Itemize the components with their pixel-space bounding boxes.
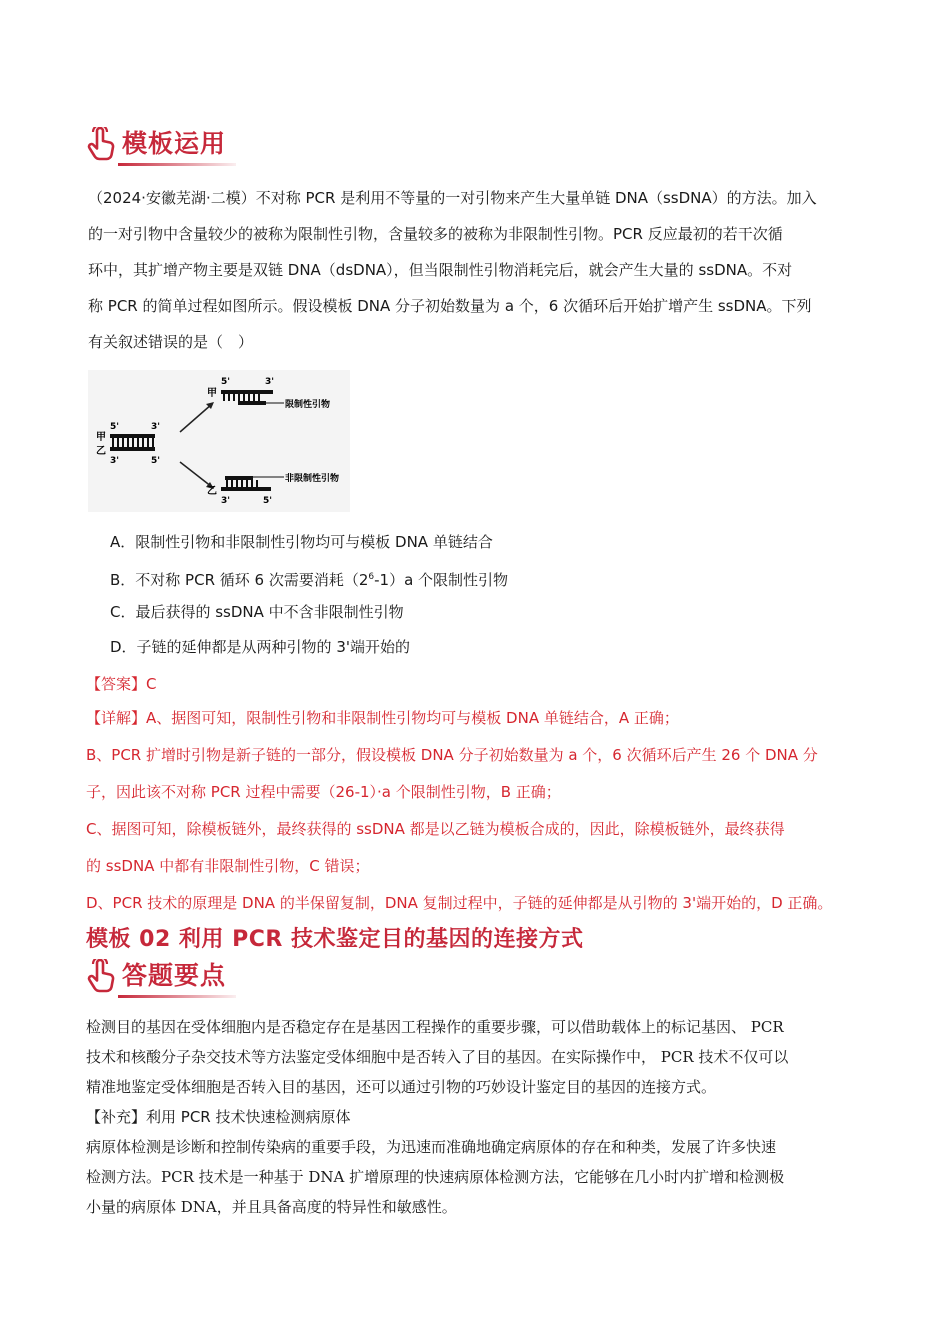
yi-template-strand bbox=[221, 487, 271, 491]
title-underline bbox=[118, 995, 236, 998]
dsdna-top-strand bbox=[110, 434, 155, 438]
explanation-line: B、PCR 扩增时引物是新子链的一部分，假设模板 DNA 分子初始数量为 a 个，6 次循环后产生 26 个 DNA 分 bbox=[86, 746, 818, 764]
explanation-line: D、PCR 技术的原理是 DNA 的半保留复制，DNA 复制过程中，子链的延伸都是从引物的 3'端开始的，D 正确。 bbox=[86, 894, 833, 912]
explanation-tag: 【详解】 bbox=[86, 709, 147, 727]
asymmetric-pcr-figure bbox=[88, 370, 350, 512]
question-stem bbox=[88, 180, 868, 360]
template-02-heading: 模板 02 利用 PCR 技术鉴定目的基因的连接方式 bbox=[86, 927, 584, 952]
option-a: A．限制性引物和非限制性引物均可与模板 DNA 单链结合 bbox=[110, 533, 493, 551]
supplement-text bbox=[86, 1132, 876, 1222]
option-b bbox=[110, 560, 508, 598]
answer-value: C bbox=[146, 675, 157, 693]
explanation bbox=[86, 700, 886, 922]
restrictive-primer-bar bbox=[238, 401, 266, 405]
option-b-exponent: 6 bbox=[368, 572, 375, 582]
dsdna-bottom-strand bbox=[110, 447, 155, 451]
fig-label-yi: 乙 bbox=[207, 486, 217, 497]
supplement-tag: 【补充】 bbox=[86, 1108, 147, 1126]
pointing-hand-icon bbox=[86, 959, 118, 993]
option-b-text-end: -1）a 个限制性引物 bbox=[374, 571, 509, 589]
jia-template-strand bbox=[221, 390, 273, 394]
supplement-line: 检测方法。PCR 技术是一种基于 DNA 扩增原理的快速病原体检测方法，它能够在几小时内扩增和检测极 bbox=[86, 1168, 785, 1186]
supplement-line: 小量的病原体 DNA，并且具备高度的特异性和敏感性。 bbox=[86, 1198, 457, 1216]
supplement-line: 病原体检测是诊断和控制传染病的重要手段，为迅速而准确地确定病原体的存在和种类，发展了许多快速 bbox=[86, 1138, 777, 1156]
section-title: 模板运用 bbox=[122, 129, 227, 158]
question-line: 的一对引物中含量较少的被称为限制性引物，含量较多的被称为非限制性引物。PCR 反应最初的若干次循 bbox=[88, 225, 783, 243]
section-title: 答题要点 bbox=[122, 961, 227, 990]
explanation-line: A、据图可知，限制性引物和非限制性引物均可与模板 DNA 单链结合，A 正确； bbox=[146, 709, 679, 727]
question-line: （2024·安徽芜湖·二模）不对称 PCR 是利用不等量的一对引物来产生大量单链 DNA（ssDNA）的方法。加入 bbox=[88, 189, 817, 207]
answer bbox=[86, 666, 157, 702]
fig-label-3prime: 3' bbox=[110, 456, 120, 466]
fig-label-5prime: 5' bbox=[221, 377, 231, 387]
fig-label-5prime: 5' bbox=[110, 422, 120, 432]
explanation-line: 的 ssDNA 中都有非限制性引物，C 错误； bbox=[86, 857, 370, 875]
fig-label-3prime: 3' bbox=[151, 422, 161, 432]
nonrestrictive-primer-label: 非限制性引物 bbox=[285, 474, 340, 484]
section-heading-template-usage bbox=[86, 126, 226, 162]
fig-label-3prime: 3' bbox=[265, 377, 275, 387]
pointing-hand-icon bbox=[86, 127, 118, 161]
option-b-text: B．不对称 PCR 循环 6 次需要消耗（2 bbox=[110, 571, 369, 589]
fig-label-5prime: 5' bbox=[151, 456, 161, 466]
jia-primer-pairs bbox=[224, 394, 259, 401]
restrictive-primer-label: 限制性引物 bbox=[285, 400, 331, 410]
fig-label-3prime: 3' bbox=[221, 496, 231, 506]
fig-label-jia: 甲 bbox=[96, 432, 106, 443]
explanation-line: 子，因此该不对称 PCR 过程中需要（26-1）·a 个限制性引物，B 正确； bbox=[86, 783, 561, 801]
fig-label-yi: 乙 bbox=[96, 446, 106, 457]
answer-tag: 【答案】 bbox=[86, 675, 147, 693]
key-point-line: 检测目的基因在受体细胞内是否稳定存在是基因工程操作的重要步骤，可以借助载体上的标记基因、 PCR bbox=[86, 1018, 784, 1036]
question-line: 有关叙述错误的是（ ） bbox=[88, 333, 254, 351]
arrow-up bbox=[180, 404, 212, 432]
nonrestrictive-primer-bar bbox=[225, 476, 253, 480]
fig-label-5prime: 5' bbox=[263, 496, 273, 506]
supplement-title: 利用 PCR 技术快速检测病原体 bbox=[146, 1108, 351, 1126]
supplement-heading bbox=[86, 1104, 351, 1130]
dsdna-base-pairs bbox=[113, 438, 153, 447]
title-underline bbox=[118, 163, 236, 166]
key-point-line: 精准地鉴定受体细胞是否转入目的基因，还可以通过引物的巧妙设计鉴定目的基因的连接方式。 bbox=[86, 1078, 717, 1096]
question-line: 称 PCR 的简单过程如图所示。假设模板 DNA 分子初始数量为 a 个，6 次循环后开始扩增产生 ssDNA。下列 bbox=[88, 297, 812, 315]
option-d: D．子链的延伸都是从两种引物的 3'端开始的 bbox=[110, 638, 410, 656]
explanation-line: C、据图可知，除模板链外，最终获得的 ssDNA 都是以乙链为模板合成的，因此，除模板链外，最终获得 bbox=[86, 820, 785, 838]
fig-label-jia: 甲 bbox=[207, 388, 217, 399]
question-line: 环中，其扩增产物主要是双链 DNA（dsDNA），但当限制性引物消耗完后，就会产生大量的 ssDNA。不对 bbox=[88, 261, 793, 279]
yi-primer-pairs bbox=[227, 480, 257, 487]
option-c: C．最后获得的 ssDNA 中不含非限制性引物 bbox=[110, 603, 404, 621]
arrow-down bbox=[180, 462, 212, 487]
key-point-line: 技术和核酸分子杂交技术等方法鉴定受体细胞中是否转入了目的基因。在实际操作中， PCR 技术不仅可以 bbox=[86, 1048, 789, 1066]
key-points-text bbox=[86, 1012, 876, 1102]
section-heading-key-points bbox=[86, 958, 226, 994]
